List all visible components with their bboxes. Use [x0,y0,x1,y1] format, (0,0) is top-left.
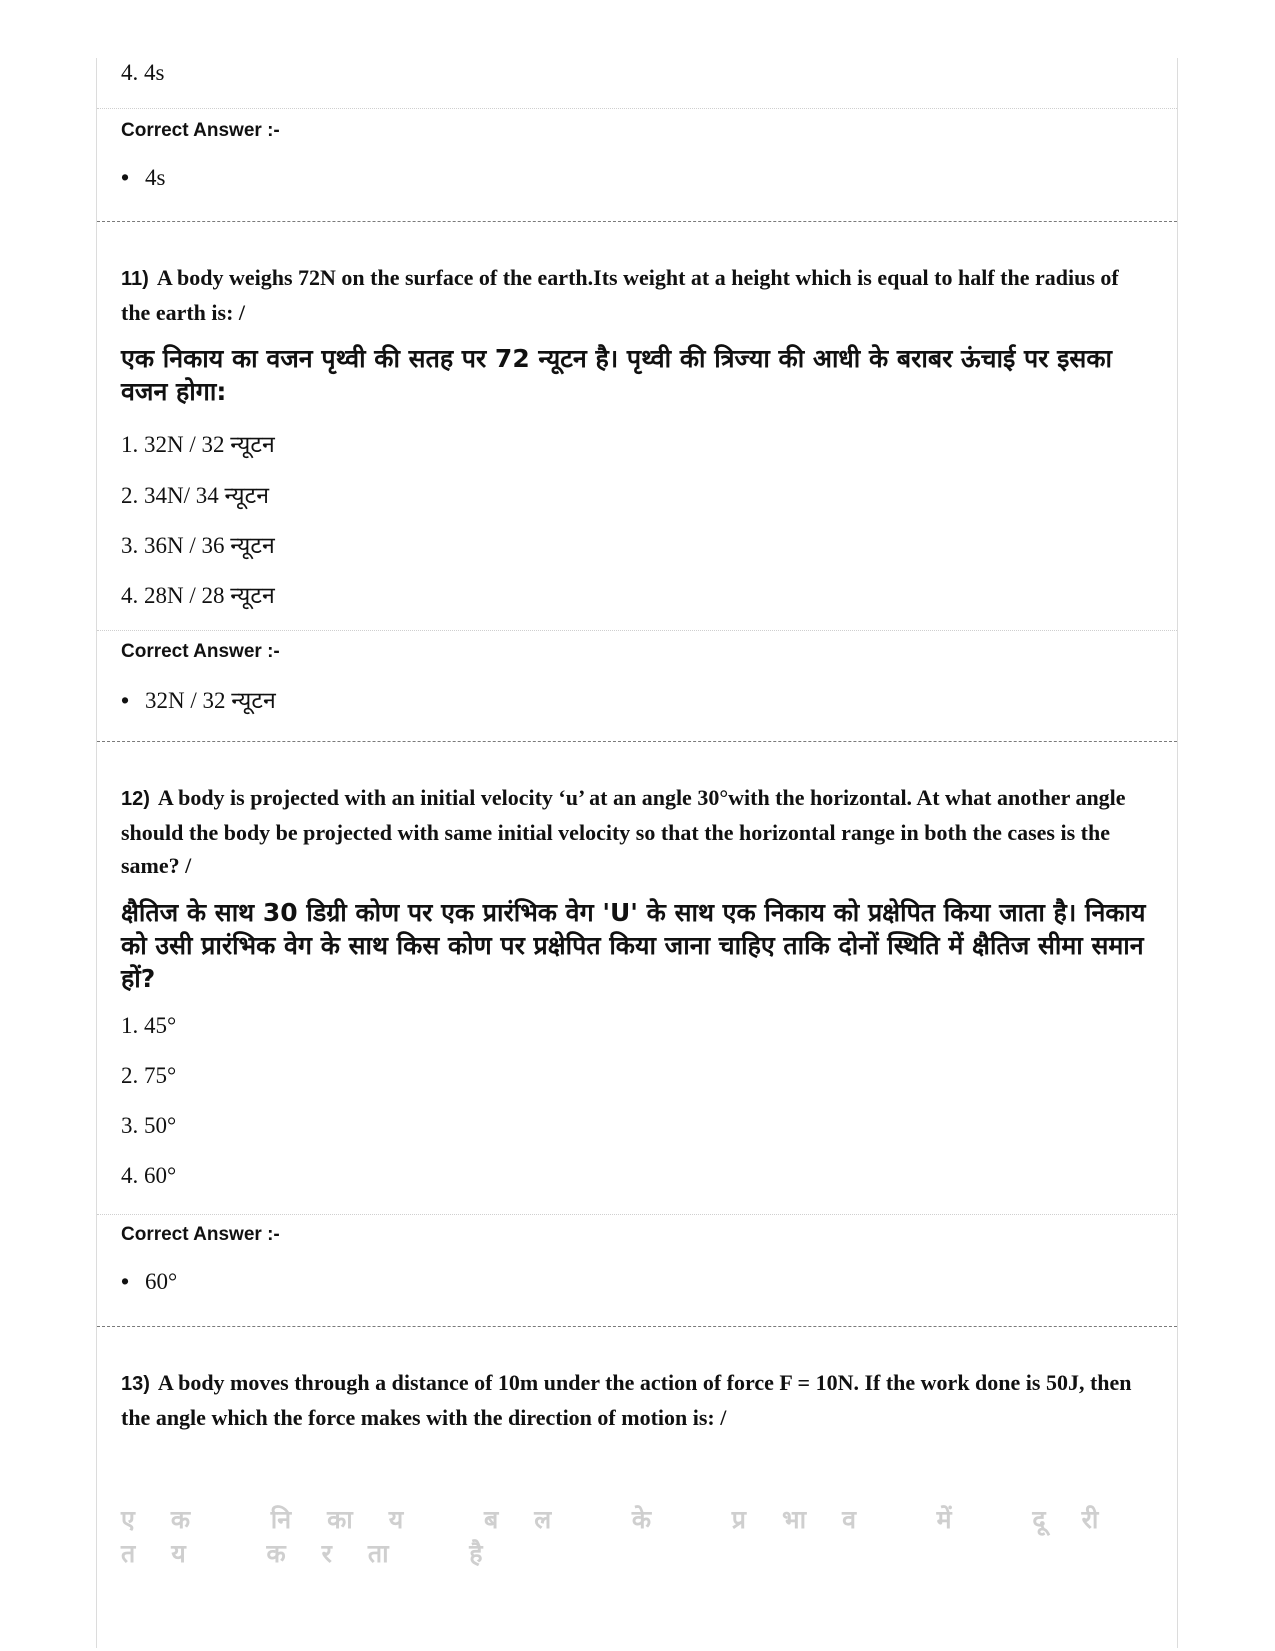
question-number: 12) [121,788,150,810]
correct-answer-label: Correct Answer :- [121,120,280,141]
question-number: 13) [121,1373,150,1395]
question-panel [96,58,1178,1648]
divider [97,1214,1177,1215]
question-11-text: 11) A body weighs 72N on the surface of the earth.Its weight at a height which is equal to half the radius of the earth is: / [121,265,1119,325]
option-3: 3. 36N / 36 न्यूटन [121,533,275,558]
question-12-text: 12) A body is projected with an initial velocity ‘u’ at an angle 30°with the horizontal. At what another angle should the body be projected with same initial velocity so that the horizontal range in both the cases is the same? / [121,785,1126,878]
question-separator [97,1326,1177,1327]
question-separator [97,741,1177,742]
option-2: 2. 34N/ 34 न्यूटन [121,483,269,508]
divider [97,108,1177,109]
question-11-hindi: एक निकाय का वजन पृथ्वी की सतह पर 72 न्यूटन है। पृथ्वी की त्रिज्या की आधी के बराबर ऊंचाई पर इसका वजन होगा: [121,344,1112,406]
correct-answer-label: Correct Answer :- [121,1224,280,1245]
option-4: 4. 28N / 28 न्यूटन [121,583,275,608]
option-3: 3. 50° [121,1113,177,1138]
question-number: 11) [121,268,149,290]
question-13-hindi-cut: एक निकाय बल के प्रभाव में दूरी तय करता है [121,1505,1135,1568]
question-separator [97,221,1177,222]
question-12-hindi: क्षैतिज के साथ 30 डिग्री कोण पर एक प्रारंभिक वेग 'U' के साथ एक निकाय को प्रक्षेपित किया जाता है। निकाय को उसी प्रारंभिक वेग के साथ किस कोण पर प्रक्षेपित किया जाना चाहिए ताकि दोनों स्थिति में क्षैतिज सीमा समान हों? [121,898,1146,993]
question-13-text: 13) A body moves through a distance of 10m under the action of force F = 10N. If the work done is 50J, then the angle which the force makes with the direction of motion is: / [121,1370,1132,1430]
correct-answer-value: • 60° [121,1268,1153,1295]
correct-answer-label: Correct Answer :- [121,641,280,662]
correct-answer-value: • 4s [121,164,1153,191]
option-item: 4. 4s [121,60,165,85]
correct-answer-value: • 32N / 32 न्यूटन [121,683,1153,715]
option-2: 2. 75° [121,1063,177,1088]
option-1: 1. 32N / 32 न्यूटन [121,432,275,457]
option-1: 1. 45° [121,1013,177,1038]
divider [97,630,1177,631]
option-4: 4. 60° [121,1163,177,1188]
